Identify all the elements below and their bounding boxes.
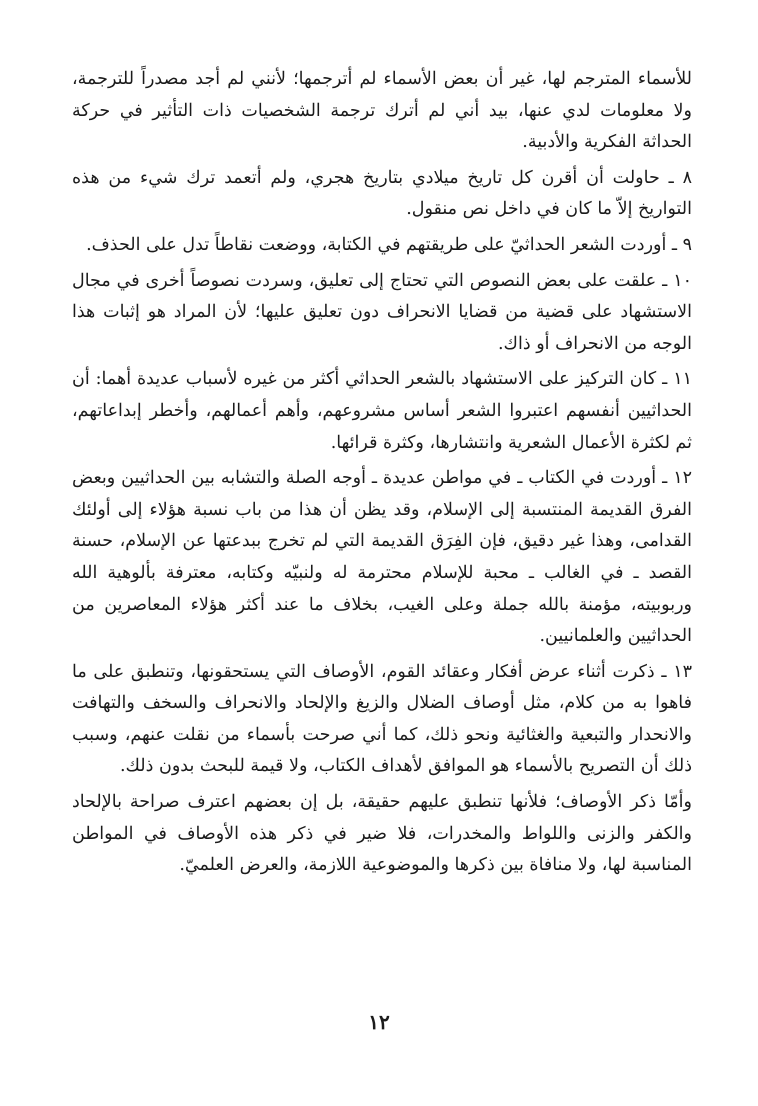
paragraph-item-8: ٨ ـ حاولت أن أقرن كل تاريخ ميلادي بتاريخ هجري، ولم أتعمد ترك شيء من هذه التواريخ إلاّ ما كان في داخل نص منقول. (72, 167, 692, 220)
paragraph-item-12: ١٢ ـ أوردت في الكتاب ـ في مواطن عديدة ـ أوجه الصلة والتشابه بين الحداثيين وبعض الفرق القديمة المنتسبة إلى الإسلام، وقد يظن أن هذا من باب نسبة هؤلاء إلى أولئك القدامى، وهذا غير دقيق، فإن الفِرَق القديمة التي لم تخرج ببدعتها عن الإسلام، حسنة القصد ـ في الغالب ـ محبة للإسلام محترمة له ولنبيّه وكتابه، معترفة بألوهية الله وربوبيته، مؤمنة بالله جملة وعلى الغيب، بخلاف ما عند أكثر هؤلاء المعاصرين من الحداثيين والعلمانيين. (72, 468, 692, 647)
paragraph-item-11: ١١ ـ كان التركيز على الاستشهاد بالشعر الحداثي أكثر من غيره لأسباب عديدة أهما: أن الحداثيين أنفسهم اعتبروا الشعر أساس مشروعهم، وأهم أعمالهم، وأخطر إبداعاتهم، ثم لكثرة الأعمال الشعرية وانتشارها، وكثرة قرائها. (72, 369, 692, 453)
page-number: ١٢ (368, 1010, 390, 1034)
paragraph-descriptions: وأمّا ذكر الأوصاف؛ فلأنها تنطبق عليهم حقيقة، بل إن بعضهم اعترف صراحة بالإلحاد والكفر والزنى واللواط والمخدرات، فلا ضير في ذكر هذه الأوصاف في المواطن المناسبة لها، ولا منافاة بين ذكرها والموضوعية اللازمة، والعرض العلميّ. (72, 792, 692, 876)
paragraph-item-10: ١٠ ـ علقت على بعض النصوص التي تحتاج إلى تعليق، وسردت نصوصاً أخرى في مجال الاستشهاد على قضية من قضايا الانحراف دون تعليق عليها؛ لأن المراد هو إثبات هذا الوجه من الانحراف أو ذاك. (72, 270, 692, 354)
paragraph-item-13: ١٣ ـ ذكرت أثناء عرض أفكار وعقائد القوم، الأوصاف التي يستحقونها، وتنطبق على ما فاهوا به من كلام، مثل أوصاف الضلال والزيغ والإلحاد والانحراف والسخف والتهافت والانحدار والتبعية والغثائية ونحو ذلك، كما أني صرحت بأسماء من نقلت عنهم، وسبب ذلك أن التصريح بالأسماء هو الموافق لأهداف الكتاب، ولا قيمة للبحث بدون ذلك. (72, 661, 692, 777)
page-body (72, 64, 692, 886)
paragraph-item-9: ٩ ـ أوردت الشعر الحداثيّ على طريقتهم في الكتابة، ووضعت نقاطاً تدل على الحذف. (86, 234, 692, 255)
paragraph-intro-continuation: للأسماء المترجم لها، غير أن بعض الأسماء لم أترجمها؛ لأنني لم أجد مصدراً للترجمة، ولا معلومات لدي عنها، بيد أني لم أترك ترجمة الشخصيات ذات التأثير في حركة الحداثة الفكرية والأدبية. (72, 69, 692, 153)
